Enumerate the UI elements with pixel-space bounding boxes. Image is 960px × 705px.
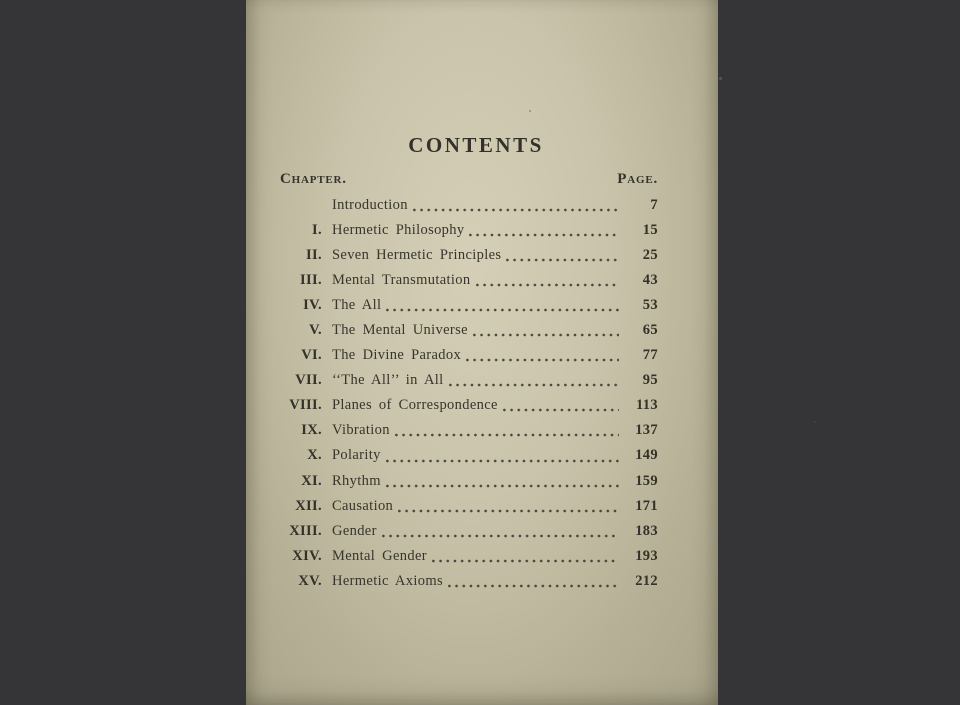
toc-row-title: Mental Transmutation — [332, 272, 471, 289]
toc-row-page-number: 137 — [635, 422, 658, 439]
toc-list — [246, 193, 658, 594]
dot-leader — [398, 509, 619, 513]
dot-leader — [432, 559, 619, 563]
toc-row-title: Planes of Correspondence — [332, 397, 498, 414]
toc-row — [246, 393, 658, 418]
dot-leader — [382, 534, 619, 538]
toc-row-numeral: IV. — [303, 297, 322, 314]
toc-row-page-number: 43 — [642, 272, 658, 289]
toc-row — [246, 494, 658, 519]
toc-row — [246, 218, 658, 243]
toc-row-numeral: III. — [300, 272, 322, 289]
toc-row-title: Polarity — [332, 447, 381, 464]
paper-speck — [719, 77, 722, 80]
toc-row-numeral: XIV. — [292, 547, 322, 564]
toc-row-title: ‘‘The All’’ in All — [332, 372, 444, 389]
page-column-label: Page. — [617, 171, 658, 187]
dot-leader — [503, 408, 619, 412]
toc-row-title: The Mental Universe — [332, 322, 468, 339]
toc-row-page-number: 183 — [635, 522, 658, 539]
toc-row-page-number: 7 — [650, 197, 658, 213]
toc-row-numeral: VII. — [295, 372, 322, 389]
toc-row-page-number: 171 — [635, 497, 658, 514]
dot-leader — [395, 433, 619, 437]
toc-row-numeral: IX. — [301, 422, 322, 439]
toc-row-title: Vibration — [332, 422, 390, 439]
paper-speck — [814, 421, 816, 423]
toc-row-numeral: V. — [309, 322, 322, 339]
toc-row-page-number: 25 — [642, 247, 658, 264]
dot-leader — [386, 308, 619, 312]
toc-row-title: Rhythm — [332, 472, 381, 489]
toc-row — [246, 318, 658, 343]
toc-row-title: Introduction — [332, 197, 408, 213]
dot-leader — [386, 459, 619, 463]
toc-row-page-number: 77 — [642, 347, 658, 364]
toc-row — [246, 569, 658, 594]
toc-row-page-number: 212 — [635, 572, 658, 589]
toc-row — [246, 268, 658, 293]
toc-row-numeral: VI. — [301, 347, 322, 364]
toc-row-title: Seven Hermetic Principles — [332, 247, 502, 264]
toc-row-title: Gender — [332, 522, 377, 539]
toc-row-title: Hermetic Axioms — [332, 572, 443, 589]
toc-row-page-number: 53 — [642, 297, 658, 314]
toc-row-numeral: I. — [312, 222, 322, 239]
toc-row-numeral: XV. — [298, 572, 322, 589]
toc-row — [246, 519, 658, 544]
toc-row-page-number: 159 — [635, 472, 658, 489]
toc-row-page-number: 193 — [635, 547, 658, 564]
dot-leader — [506, 258, 619, 262]
toc-row-page-number: 149 — [635, 447, 658, 464]
toc-row — [246, 544, 658, 569]
page-title: CONTENTS — [408, 133, 544, 157]
toc-row — [246, 243, 658, 268]
toc-row-numeral: II. — [306, 247, 322, 264]
toc-row-numeral: X. — [307, 447, 322, 464]
chapter-column-label: Chapter. — [280, 171, 347, 187]
dot-leader — [448, 584, 619, 588]
toc-row — [246, 343, 658, 368]
dot-leader — [413, 208, 619, 212]
toc-row — [246, 193, 658, 218]
dot-leader — [476, 283, 620, 287]
paper-speck — [529, 110, 531, 112]
toc-row-page-number: 113 — [636, 397, 658, 414]
book-page — [246, 0, 718, 705]
toc-row-title: The All — [332, 297, 382, 314]
toc-row-page-number: 65 — [642, 322, 658, 339]
toc-row-page-number: 15 — [642, 222, 658, 239]
toc-row — [246, 469, 658, 494]
dot-leader — [473, 333, 619, 337]
toc-row-numeral: XII. — [295, 497, 322, 514]
toc-row — [246, 293, 658, 318]
dot-leader — [386, 484, 619, 488]
dot-leader — [469, 233, 619, 237]
toc-row-numeral: VIII. — [289, 397, 322, 414]
toc-header — [280, 170, 658, 188]
toc-row-numeral: XIII. — [289, 522, 322, 539]
toc-row-title: Mental Gender — [332, 547, 427, 564]
dot-leader — [449, 383, 619, 387]
dot-leader — [466, 358, 619, 362]
toc-row — [246, 418, 658, 443]
toc-row — [246, 368, 658, 393]
toc-row-title: Hermetic Philosophy — [332, 222, 465, 239]
toc-row-title: Causation — [332, 497, 394, 514]
toc-row-title: The Divine Paradox — [332, 347, 462, 364]
toc-row-page-number: 95 — [642, 372, 658, 389]
toc-row — [246, 443, 658, 468]
toc-row-numeral: XI. — [301, 472, 322, 489]
